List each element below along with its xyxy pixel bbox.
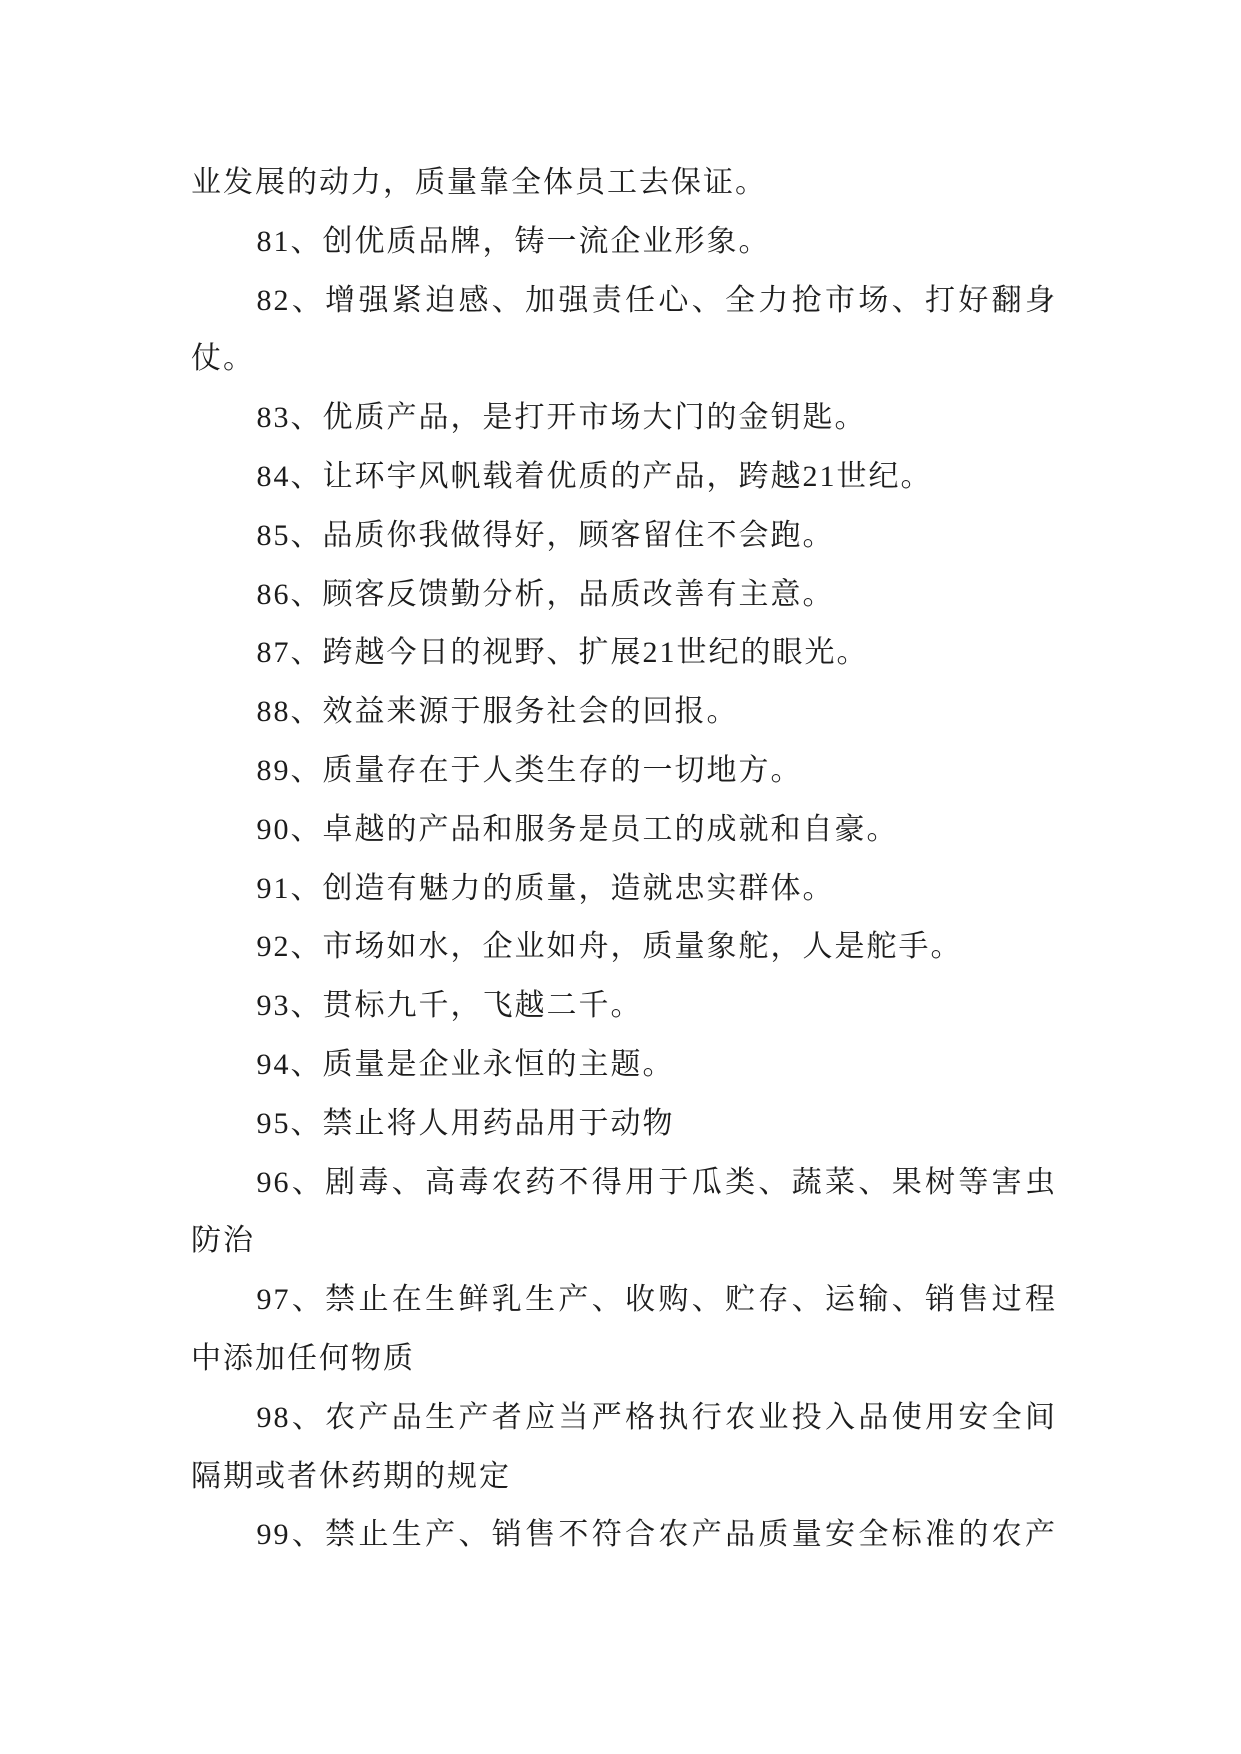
- slogan-item: [191, 213, 1057, 272]
- slogan-item: [191, 507, 1057, 566]
- slogan-item: [191, 1389, 1057, 1507]
- slogan-item: [191, 272, 1057, 390]
- slogan-item: [191, 1506, 1057, 1565]
- slogan-item: [191, 1036, 1057, 1095]
- text-line: 98、农产品生产者应当严格执行农业投入品使用安全间: [256, 1400, 1057, 1434]
- slogan-item: [191, 448, 1057, 507]
- slogan-item: [191, 860, 1057, 919]
- continued-paragraph: [191, 154, 1057, 213]
- text-line: 88、效益来源于服务社会的回报。: [256, 695, 739, 729]
- text-line: 业发展的动力，质量靠全体员工去保证。: [191, 166, 767, 199]
- text-line: 94、质量是企业永恒的主题。: [256, 1047, 675, 1081]
- text-line: 87、跨越今日的视野、扩展21世纪的眼光。: [256, 636, 869, 670]
- text-line: 隔期或者休药期的规定: [191, 1459, 511, 1493]
- text-line: 97、禁止在生鲜乳生产、收购、贮存、运输、销售过程: [256, 1283, 1057, 1317]
- text-line: 93、贯标九千，飞越二千。: [256, 989, 643, 1023]
- text-line: 89、质量存在于人类生存的一切地方。: [256, 753, 803, 787]
- text-line: 82、增强紧迫感、加强责任心、全力抢市场、打好翻身: [256, 283, 1057, 317]
- slogan-item: [191, 624, 1057, 683]
- slogan-item: [191, 683, 1057, 742]
- slogan-item: [191, 389, 1057, 448]
- document-body: [191, 154, 1057, 1565]
- text-line: 81、创优质品牌，铸一流企业形象。: [256, 224, 771, 258]
- text-line: 中添加任何物质: [191, 1341, 415, 1375]
- text-line: 95、禁止将人用药品用于动物: [256, 1106, 675, 1140]
- slogan-item: [191, 918, 1057, 977]
- slogan-item: [191, 742, 1057, 801]
- text-line: 90、卓越的产品和服务是员工的成就和自豪。: [256, 812, 899, 846]
- slogan-item: [191, 801, 1057, 860]
- text-line: 91、创造有魅力的质量，造就忠实群体。: [256, 871, 835, 905]
- slogan-item: [191, 566, 1057, 625]
- text-line: 84、让环宇风帆载着优质的产品，跨越21世纪。: [256, 459, 933, 493]
- text-line: 86、顾客反馈勤分析，品质改善有主意。: [256, 577, 835, 611]
- slogan-item: [191, 1154, 1057, 1272]
- text-line: 防治: [191, 1224, 255, 1258]
- text-line: 83、优质产品，是打开市场大门的金钥匙。: [256, 401, 867, 435]
- text-line: 85、品质你我做得好，顾客留住不会跑。: [256, 518, 835, 552]
- text-line: 92、市场如水，企业如舟，质量象舵，人是舵手。: [256, 930, 963, 964]
- text-line: 99、禁止生产、销售不符合农产品质量安全标准的农产: [256, 1518, 1057, 1552]
- slogan-item: [191, 977, 1057, 1036]
- text-line: 仗。: [191, 342, 255, 376]
- slogan-item: [191, 1271, 1057, 1389]
- text-line: 96、剧毒、高毒农药不得用于瓜类、蔬菜、果树等害虫: [256, 1165, 1057, 1199]
- slogan-item: [191, 1095, 1057, 1154]
